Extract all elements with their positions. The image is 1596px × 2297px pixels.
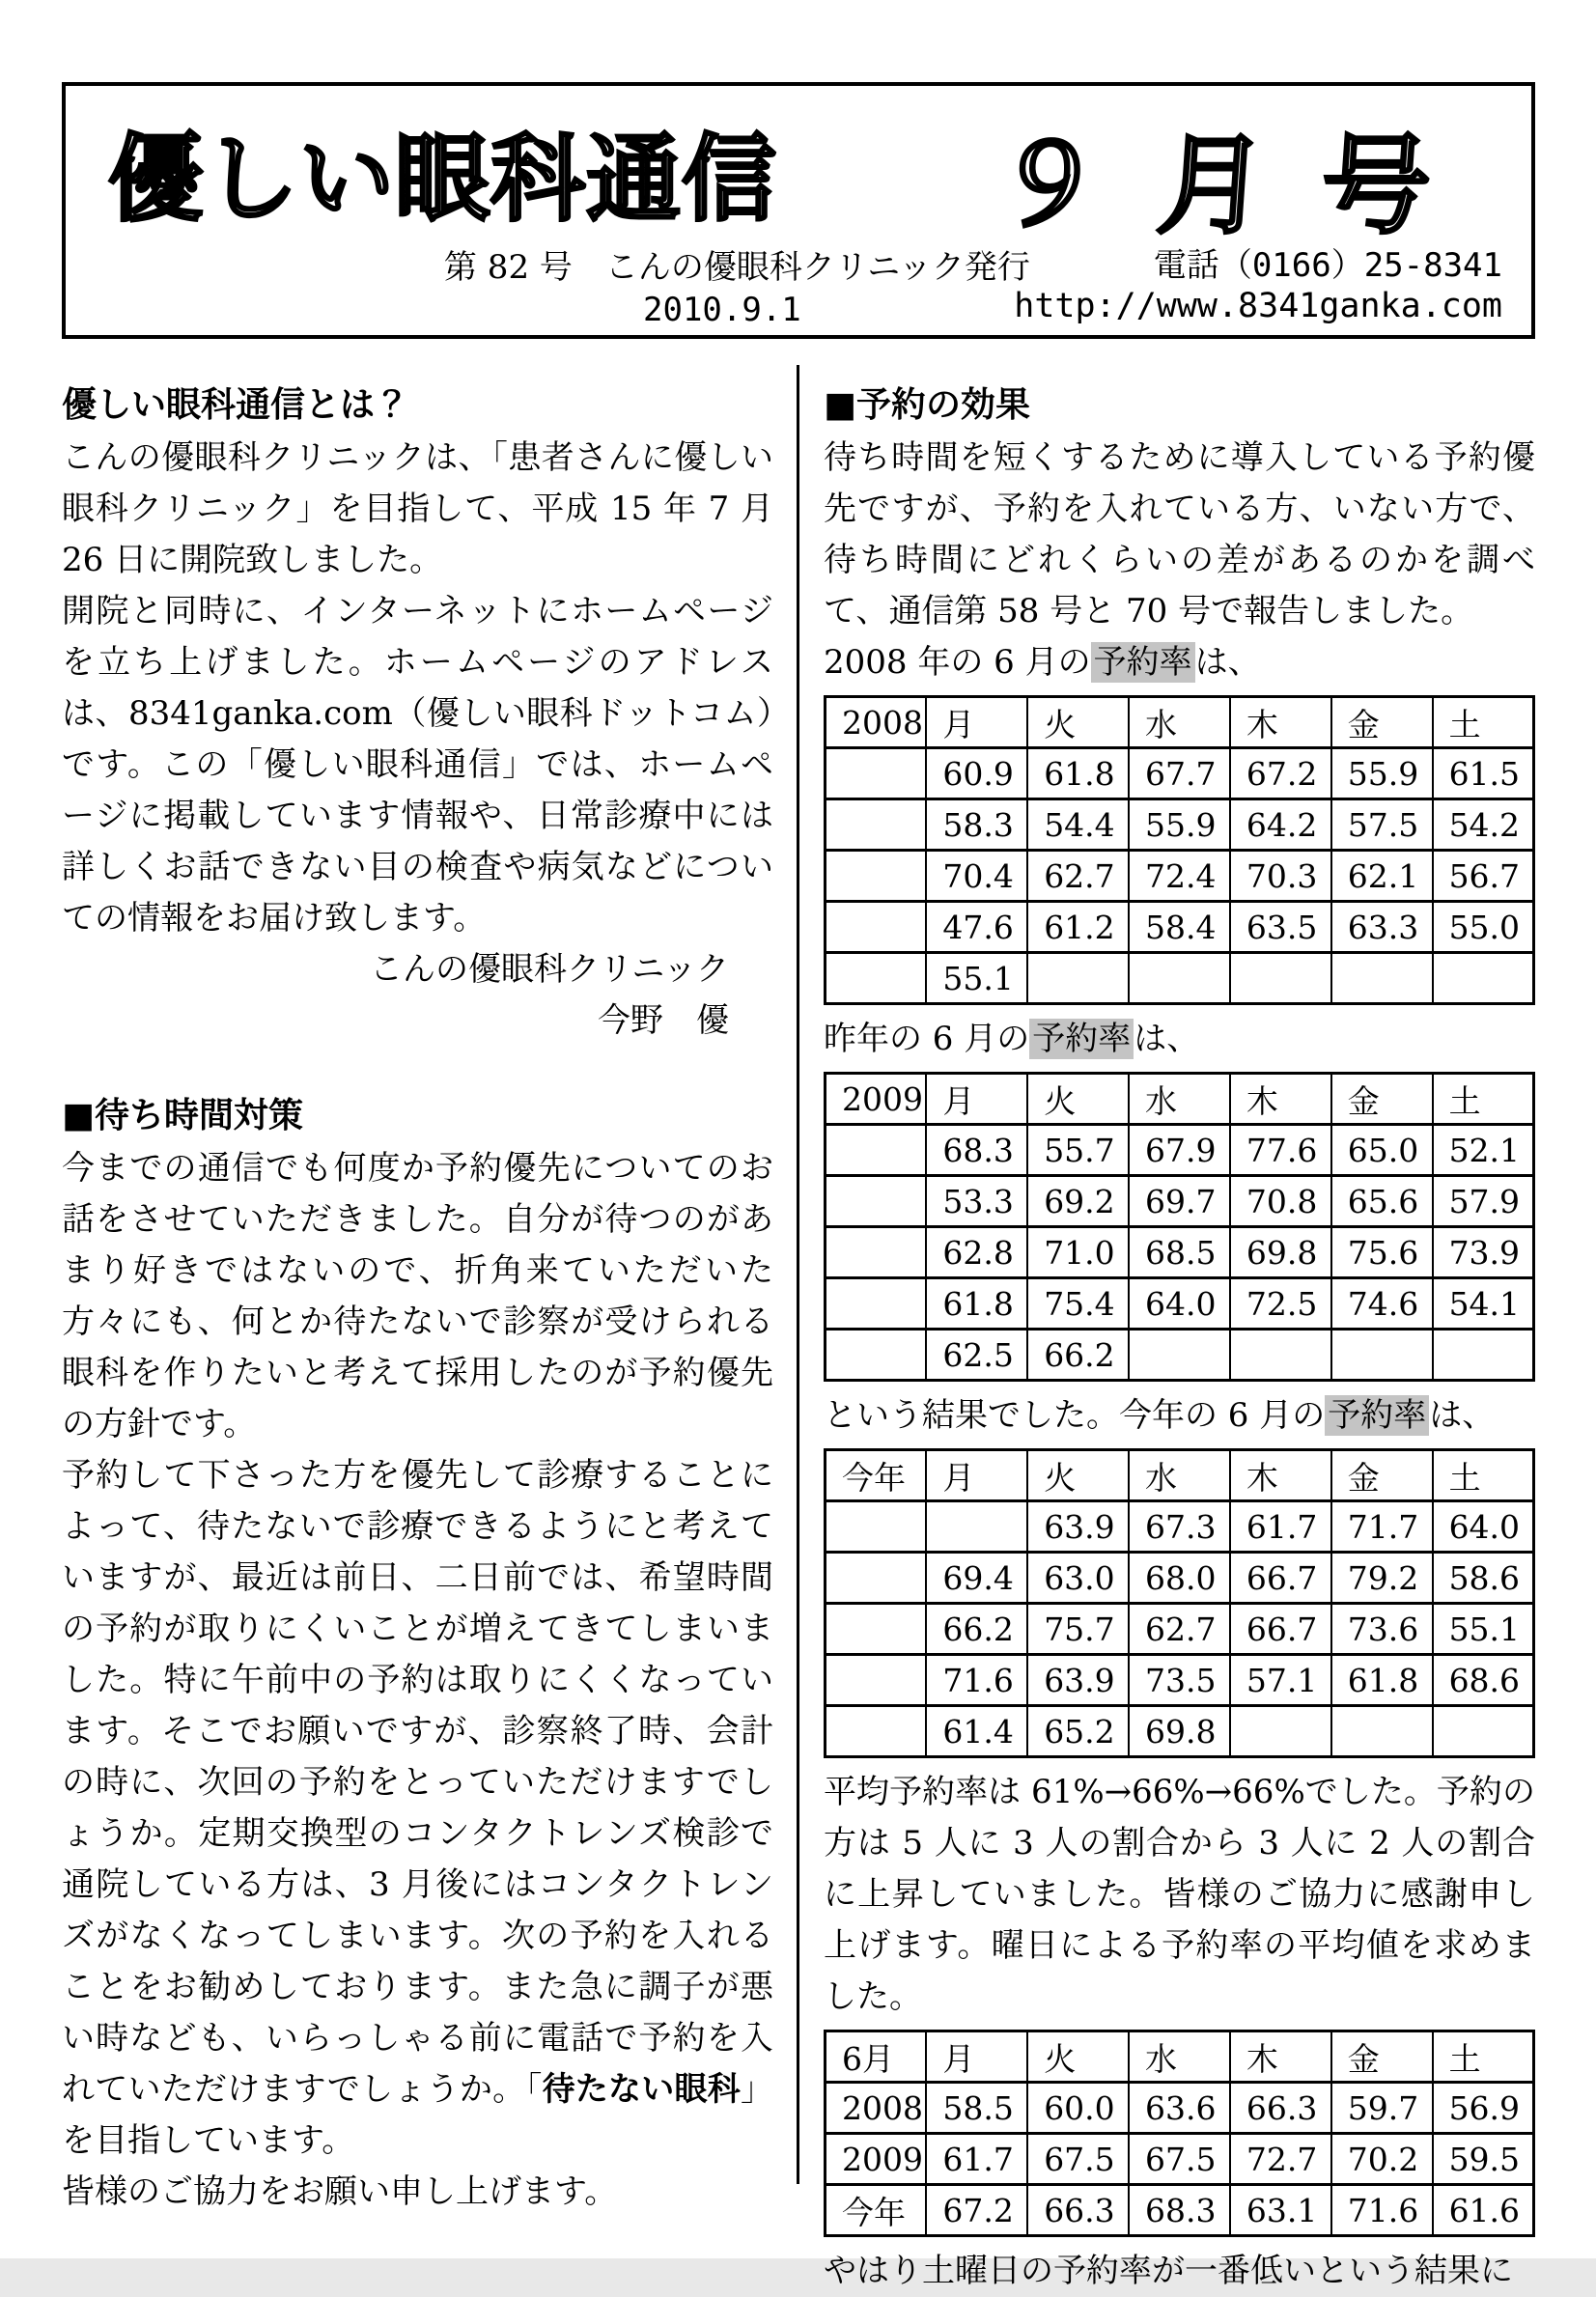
table-cell: 57.5 (1331, 799, 1433, 851)
table-cell: 水 (1129, 2031, 1230, 2083)
table-cell: 64.0 (1129, 1278, 1230, 1330)
table-cell: 水 (1129, 697, 1230, 748)
table-cell: 2008 (826, 2083, 927, 2134)
table-row (826, 2134, 1534, 2185)
reservation-rate-table-2009 (824, 1072, 1535, 1382)
website-url: http://www.8341ganka.com (1014, 287, 1502, 325)
table-cell (826, 1176, 927, 1227)
table-cell: 55.1 (926, 953, 1027, 1004)
table-cell: 65.0 (1331, 1125, 1433, 1176)
table-row (826, 1655, 1534, 1706)
lead-text-tail: は、 (1134, 1020, 1200, 1058)
highlight-term-reservation-rate: 予約率 (1091, 642, 1195, 683)
table-row (826, 851, 1534, 902)
table-cell: 56.9 (1433, 2083, 1534, 2134)
section-heading-about: 優しい眼科通信とは？ (62, 384, 410, 425)
table-row (826, 1227, 1534, 1278)
table-cell (826, 1604, 927, 1655)
table-cell: 土 (1433, 2031, 1534, 2083)
table-cell: 62.7 (1027, 851, 1129, 902)
table-cell: 月 (926, 2031, 1027, 2083)
table-cell: 6月 (826, 2031, 927, 2083)
table-row (826, 2083, 1534, 2134)
table-cell (826, 1330, 927, 1381)
table-cell: 60.9 (926, 748, 1027, 799)
table-cell: 57.1 (1230, 1655, 1331, 1706)
about-paragraph-1: こんの優眼科クリニックは、「患者さんに優しい眼科クリニック」を目指して、平成 15 年 7 月 26 日に開院致しました。 (62, 438, 773, 579)
closing-line: やはり土曜日の予約率が一番低いという結果に (824, 2252, 1513, 2290)
table-cell: 61.7 (1230, 1501, 1331, 1553)
table-cell: 2009 (826, 2134, 927, 2185)
table-cell (826, 902, 927, 953)
table-cell: 72.7 (1230, 2134, 1331, 2185)
table-cell: 55.0 (1433, 902, 1534, 953)
wait-paragraph-2-tail: 」を目指しています。 (62, 2070, 773, 2160)
table-cell: 69.4 (926, 1553, 1027, 1604)
table-cell: 木 (1230, 1074, 1331, 1125)
table-row (826, 1125, 1534, 1176)
table-cell: 67.2 (1230, 748, 1331, 799)
table-row (826, 1553, 1534, 1604)
highlight-term-reservation-rate: 予約率 (1325, 1395, 1429, 1436)
table-cell: 47.6 (926, 902, 1027, 953)
table-cell: 63.9 (1027, 1501, 1129, 1553)
table-cell: 土 (1433, 697, 1534, 748)
issue-date: 2010.9.1 (643, 291, 801, 329)
table-cell (826, 953, 927, 1004)
lead-text: という結果でした。今年の 6 月の (824, 1396, 1326, 1435)
table-cell: 67.5 (1129, 2134, 1230, 2185)
table-cell: 72.4 (1129, 851, 1230, 902)
table-row (826, 799, 1534, 851)
phone-number: 電話（0166）25-8341 (1153, 246, 1502, 285)
table-cell: 木 (1230, 697, 1331, 748)
table-cell (826, 1553, 927, 1604)
reservation-rate-table-2008 (824, 695, 1535, 1005)
signature-doctor: 今野 優 (598, 1001, 729, 1040)
table-cell: 75.6 (1331, 1227, 1433, 1278)
table-cell: 火 (1027, 1450, 1129, 1501)
table-cell: 71.6 (1331, 2185, 1433, 2236)
table-cell: 58.3 (926, 799, 1027, 851)
table-cell: 63.3 (1331, 902, 1433, 953)
issue-number-line: 第 82 号 こんの優眼科クリニック発行 (444, 248, 1030, 287)
table-cell: 54.2 (1433, 799, 1534, 851)
table-cell: 69.2 (1027, 1176, 1129, 1227)
table-cell (826, 1125, 927, 1176)
wait-paragraph-2 (62, 1450, 773, 2167)
reservation-intro-paragraph: 待ち時間を短くするために導入している予約優先ですが、予約を入れている方、いない方で、待ち時間にどれくらいの差があるのかを調べて、通信第 58 号と 70 号で報告しました。 (824, 438, 1535, 630)
table-cell: 55.1 (1433, 1604, 1534, 1655)
table-cell: 70.3 (1230, 851, 1331, 902)
table-cell: 2009 (826, 1074, 927, 1125)
table-cell: 63.9 (1027, 1655, 1129, 1706)
table-cell: 木 (1230, 1450, 1331, 1501)
table-cell (1129, 953, 1230, 1004)
table-cell: 69.8 (1230, 1227, 1331, 1278)
table-cell: 61.4 (926, 1706, 1027, 1757)
table-cell: 59.7 (1331, 2083, 1433, 2134)
table-cell: 今年 (826, 2185, 927, 2236)
table-cell: 62.5 (926, 1330, 1027, 1381)
table-cell: 61.8 (926, 1278, 1027, 1330)
table-row (826, 1604, 1534, 1655)
right-column (824, 359, 1535, 2297)
table-cell: 63.5 (1230, 902, 1331, 953)
lead-text-tail: は、 (1429, 1396, 1496, 1435)
table-cell: 63.0 (1027, 1553, 1129, 1604)
table-cell: 67.3 (1129, 1501, 1230, 1553)
table-header-row (826, 697, 1534, 748)
signature-clinic: こんの優眼科クリニック (370, 950, 729, 989)
table-cell: 71.6 (926, 1655, 1027, 1706)
table-cell (926, 1501, 1027, 1553)
table-cell: 61.2 (1027, 902, 1129, 953)
table-cell: 61.8 (1331, 1655, 1433, 1706)
table-cell: 土 (1433, 1450, 1534, 1501)
table-cell (1331, 953, 1433, 1004)
table-cell: 火 (1027, 2031, 1129, 2083)
table-cell: 68.3 (1129, 2185, 1230, 2236)
table-cell: 66.7 (1230, 1553, 1331, 1604)
table-cell: 59.5 (1433, 2134, 1534, 2185)
bold-phrase-no-wait-clinic: 待たない眼科 (542, 2070, 741, 2109)
table-cell: 64.0 (1433, 1501, 1534, 1553)
about-paragraph-2: 開院と同時に、インターネットにホームページを立ち上げました。ホームページのアドレスは、8341ganka.com（優しい眼科ドットコム）です。この「優しい眼科通信」では、ホームページに掲載しています情報や、日常診療中には詳しくお話できない目の検査や病気などについての情報をお届け致します。 (62, 592, 773, 938)
table-cell: 72.5 (1230, 1278, 1331, 1330)
table-cell (826, 1501, 927, 1553)
table-cell: 66.3 (1230, 2083, 1331, 2134)
table-cell: 70.8 (1230, 1176, 1331, 1227)
newsletter-title: 優しい眼科通信 (108, 125, 778, 235)
table-cell: 69.7 (1129, 1176, 1230, 1227)
table-header-row (826, 2031, 1534, 2083)
table-cell: 62.8 (926, 1227, 1027, 1278)
table-cell: 55.7 (1027, 1125, 1129, 1176)
table-cell: 火 (1027, 1074, 1129, 1125)
table-header-row (826, 1074, 1534, 1125)
table-cell: 月 (926, 1450, 1027, 1501)
lead-text: 昨年の 6 月の (824, 1020, 1030, 1058)
table-cell: 65.2 (1027, 1706, 1129, 1757)
table-cell (1433, 1706, 1534, 1757)
table-cell: 77.6 (1230, 1125, 1331, 1176)
table-row (826, 1176, 1534, 1227)
table-cell: 58.6 (1433, 1553, 1534, 1604)
reservation-rate-table-this-year (824, 1448, 1535, 1758)
table-cell: 54.1 (1433, 1278, 1534, 1330)
lead-text: 2008 年の 6 月の (824, 643, 1091, 682)
table-cell: 2008 (826, 697, 927, 748)
table-cell: 69.8 (1129, 1706, 1230, 1757)
table-cell: 79.2 (1331, 1553, 1433, 1604)
table-cell: 68.0 (1129, 1553, 1230, 1604)
table-cell: 73.5 (1129, 1655, 1230, 1706)
table-lead-this-year (824, 1390, 1535, 1442)
table-cell (1230, 953, 1331, 1004)
table-row (826, 902, 1534, 953)
table-cell (1230, 1706, 1331, 1757)
table-cell: 61.6 (1433, 2185, 1534, 2236)
table-cell (1331, 1706, 1433, 1757)
table-cell: 火 (1027, 697, 1129, 748)
table-cell (826, 851, 927, 902)
table-cell (1331, 1330, 1433, 1381)
table-cell: 61.5 (1433, 748, 1534, 799)
table-cell: 56.7 (1433, 851, 1534, 902)
column-divider (797, 365, 799, 2184)
table-cell: 66.2 (926, 1604, 1027, 1655)
table-cell: 木 (1230, 2031, 1331, 2083)
table-cell: 月 (926, 1074, 1027, 1125)
table-cell: 67.9 (1129, 1125, 1230, 1176)
table-cell (1027, 953, 1129, 1004)
table-cell: 今年 (826, 1450, 927, 1501)
table-cell: 67.7 (1129, 748, 1230, 799)
table-cell: 金 (1331, 1450, 1433, 1501)
table-cell: 金 (1331, 697, 1433, 748)
table-cell: 75.4 (1027, 1278, 1129, 1330)
table-cell: 55.9 (1331, 748, 1433, 799)
table-cell: 62.7 (1129, 1604, 1230, 1655)
table-header-row (826, 1450, 1534, 1501)
table-cell (826, 1278, 927, 1330)
table-cell: 70.4 (926, 851, 1027, 902)
wait-paragraph-2-text: 予約して下さった方を優先して診療することによって、待たないで診療できるようにと考えていますが、最近は前日、二日前では、希望時間の予約が取りにくいことが増えてきてしまいました。特に午前中の予約は取りにくくなっています。そこでお願いですが、診察終了時、会計の時に、次回の予約をとっていただけますでしょうか。定期交換型のコンタクトレンズ検診で通院している方は、3 月後にはコンタクトレンズがなくなってしまいます。次の予約を入れることをお勧めしております。また急に調子が悪い時なども、いらっしゃる前に電話で予約を入れていただけますでしょうか。「 (62, 1456, 773, 2109)
table-cell: 月 (926, 697, 1027, 748)
table-cell: 68.6 (1433, 1655, 1534, 1706)
table-cell: 金 (1331, 2031, 1433, 2083)
table-cell: 75.7 (1027, 1604, 1129, 1655)
table-row (826, 1706, 1534, 1757)
table-cell: 55.9 (1129, 799, 1230, 851)
table-cell: 67.2 (926, 2185, 1027, 2236)
table-cell: 水 (1129, 1450, 1230, 1501)
issue-month-label: ９月号 (989, 124, 1491, 249)
table-cell: 71.7 (1331, 1501, 1433, 1553)
table-cell: 62.1 (1331, 851, 1433, 902)
left-column (62, 359, 773, 2218)
table-cell: 土 (1433, 1074, 1534, 1125)
table-cell: 61.8 (1027, 748, 1129, 799)
section-heading-wait-time: ■待ち時間対策 (62, 1095, 304, 1135)
table-cell: 66.2 (1027, 1330, 1129, 1381)
table-cell: 金 (1331, 1074, 1433, 1125)
wait-paragraph-1: 今までの通信でも何度か予約優先についてのお話をさせていただきました。自分が待つのがあまり好きではないので、折角来ていただいた方々にも、何とか待たないで診察が受けられる眼科を作りたいと考えて採用したのが予約優先の方針です。 (62, 1149, 773, 1443)
table-cell: 54.4 (1027, 799, 1129, 851)
table-row (826, 1330, 1534, 1381)
table-cell (1433, 953, 1534, 1004)
table-cell: 65.6 (1331, 1176, 1433, 1227)
table-cell (826, 1655, 927, 1706)
table-cell: 52.1 (1433, 1125, 1534, 1176)
table-cell: 68.3 (926, 1125, 1027, 1176)
table-cell (1129, 1330, 1230, 1381)
june-average-by-weekday-table (824, 2030, 1535, 2237)
table-cell: 73.6 (1331, 1604, 1433, 1655)
table-cell: 71.0 (1027, 1227, 1129, 1278)
table-cell: 66.7 (1230, 1604, 1331, 1655)
table-cell (1230, 1330, 1331, 1381)
table-row (826, 2185, 1534, 2236)
table-cell (826, 748, 927, 799)
lead-text-tail: は、 (1194, 643, 1261, 682)
table-lead-2008 (824, 637, 1535, 688)
table-cell: 63.6 (1129, 2083, 1230, 2134)
table-cell (826, 799, 927, 851)
table-cell: 70.2 (1331, 2134, 1433, 2185)
table-cell: 68.5 (1129, 1227, 1230, 1278)
table-cell (826, 1227, 927, 1278)
table-cell: 53.3 (926, 1176, 1027, 1227)
table-row (826, 953, 1534, 1004)
table-cell: 60.0 (1027, 2083, 1129, 2134)
table-cell: 67.5 (1027, 2134, 1129, 2185)
header-box (62, 82, 1535, 339)
table-cell: 73.9 (1433, 1227, 1534, 1278)
table-cell: 74.6 (1331, 1278, 1433, 1330)
table-cell: 水 (1129, 1074, 1230, 1125)
highlight-term-reservation-rate: 予約率 (1029, 1019, 1134, 1059)
wait-paragraph-3: 皆様のご協力をお願い申し上げます。 (62, 2172, 618, 2211)
table-cell (1433, 1330, 1534, 1381)
table-row (826, 1501, 1534, 1553)
section-heading-reservation-effect: ■予約の効果 (824, 384, 1031, 425)
table-cell: 64.2 (1230, 799, 1331, 851)
table-cell: 66.3 (1027, 2185, 1129, 2236)
table-cell: 61.7 (926, 2134, 1027, 2185)
summary-paragraph: 平均予約率は 61%→66%→66%でした。予約の方は 5 人に 3 人の割合から 3 人に 2 人の割合に上昇していました。皆様のご協力に感謝申し上げます。曜日による予約率の平均値を求めました。 (824, 1773, 1535, 2016)
table-cell: 58.5 (926, 2083, 1027, 2134)
table-row (826, 748, 1534, 799)
table-cell: 63.1 (1230, 2185, 1331, 2236)
table-cell: 57.9 (1433, 1176, 1534, 1227)
table-cell: 58.4 (1129, 902, 1230, 953)
table-row (826, 1278, 1534, 1330)
table-cell (826, 1706, 927, 1757)
table-lead-2009 (824, 1014, 1535, 1065)
